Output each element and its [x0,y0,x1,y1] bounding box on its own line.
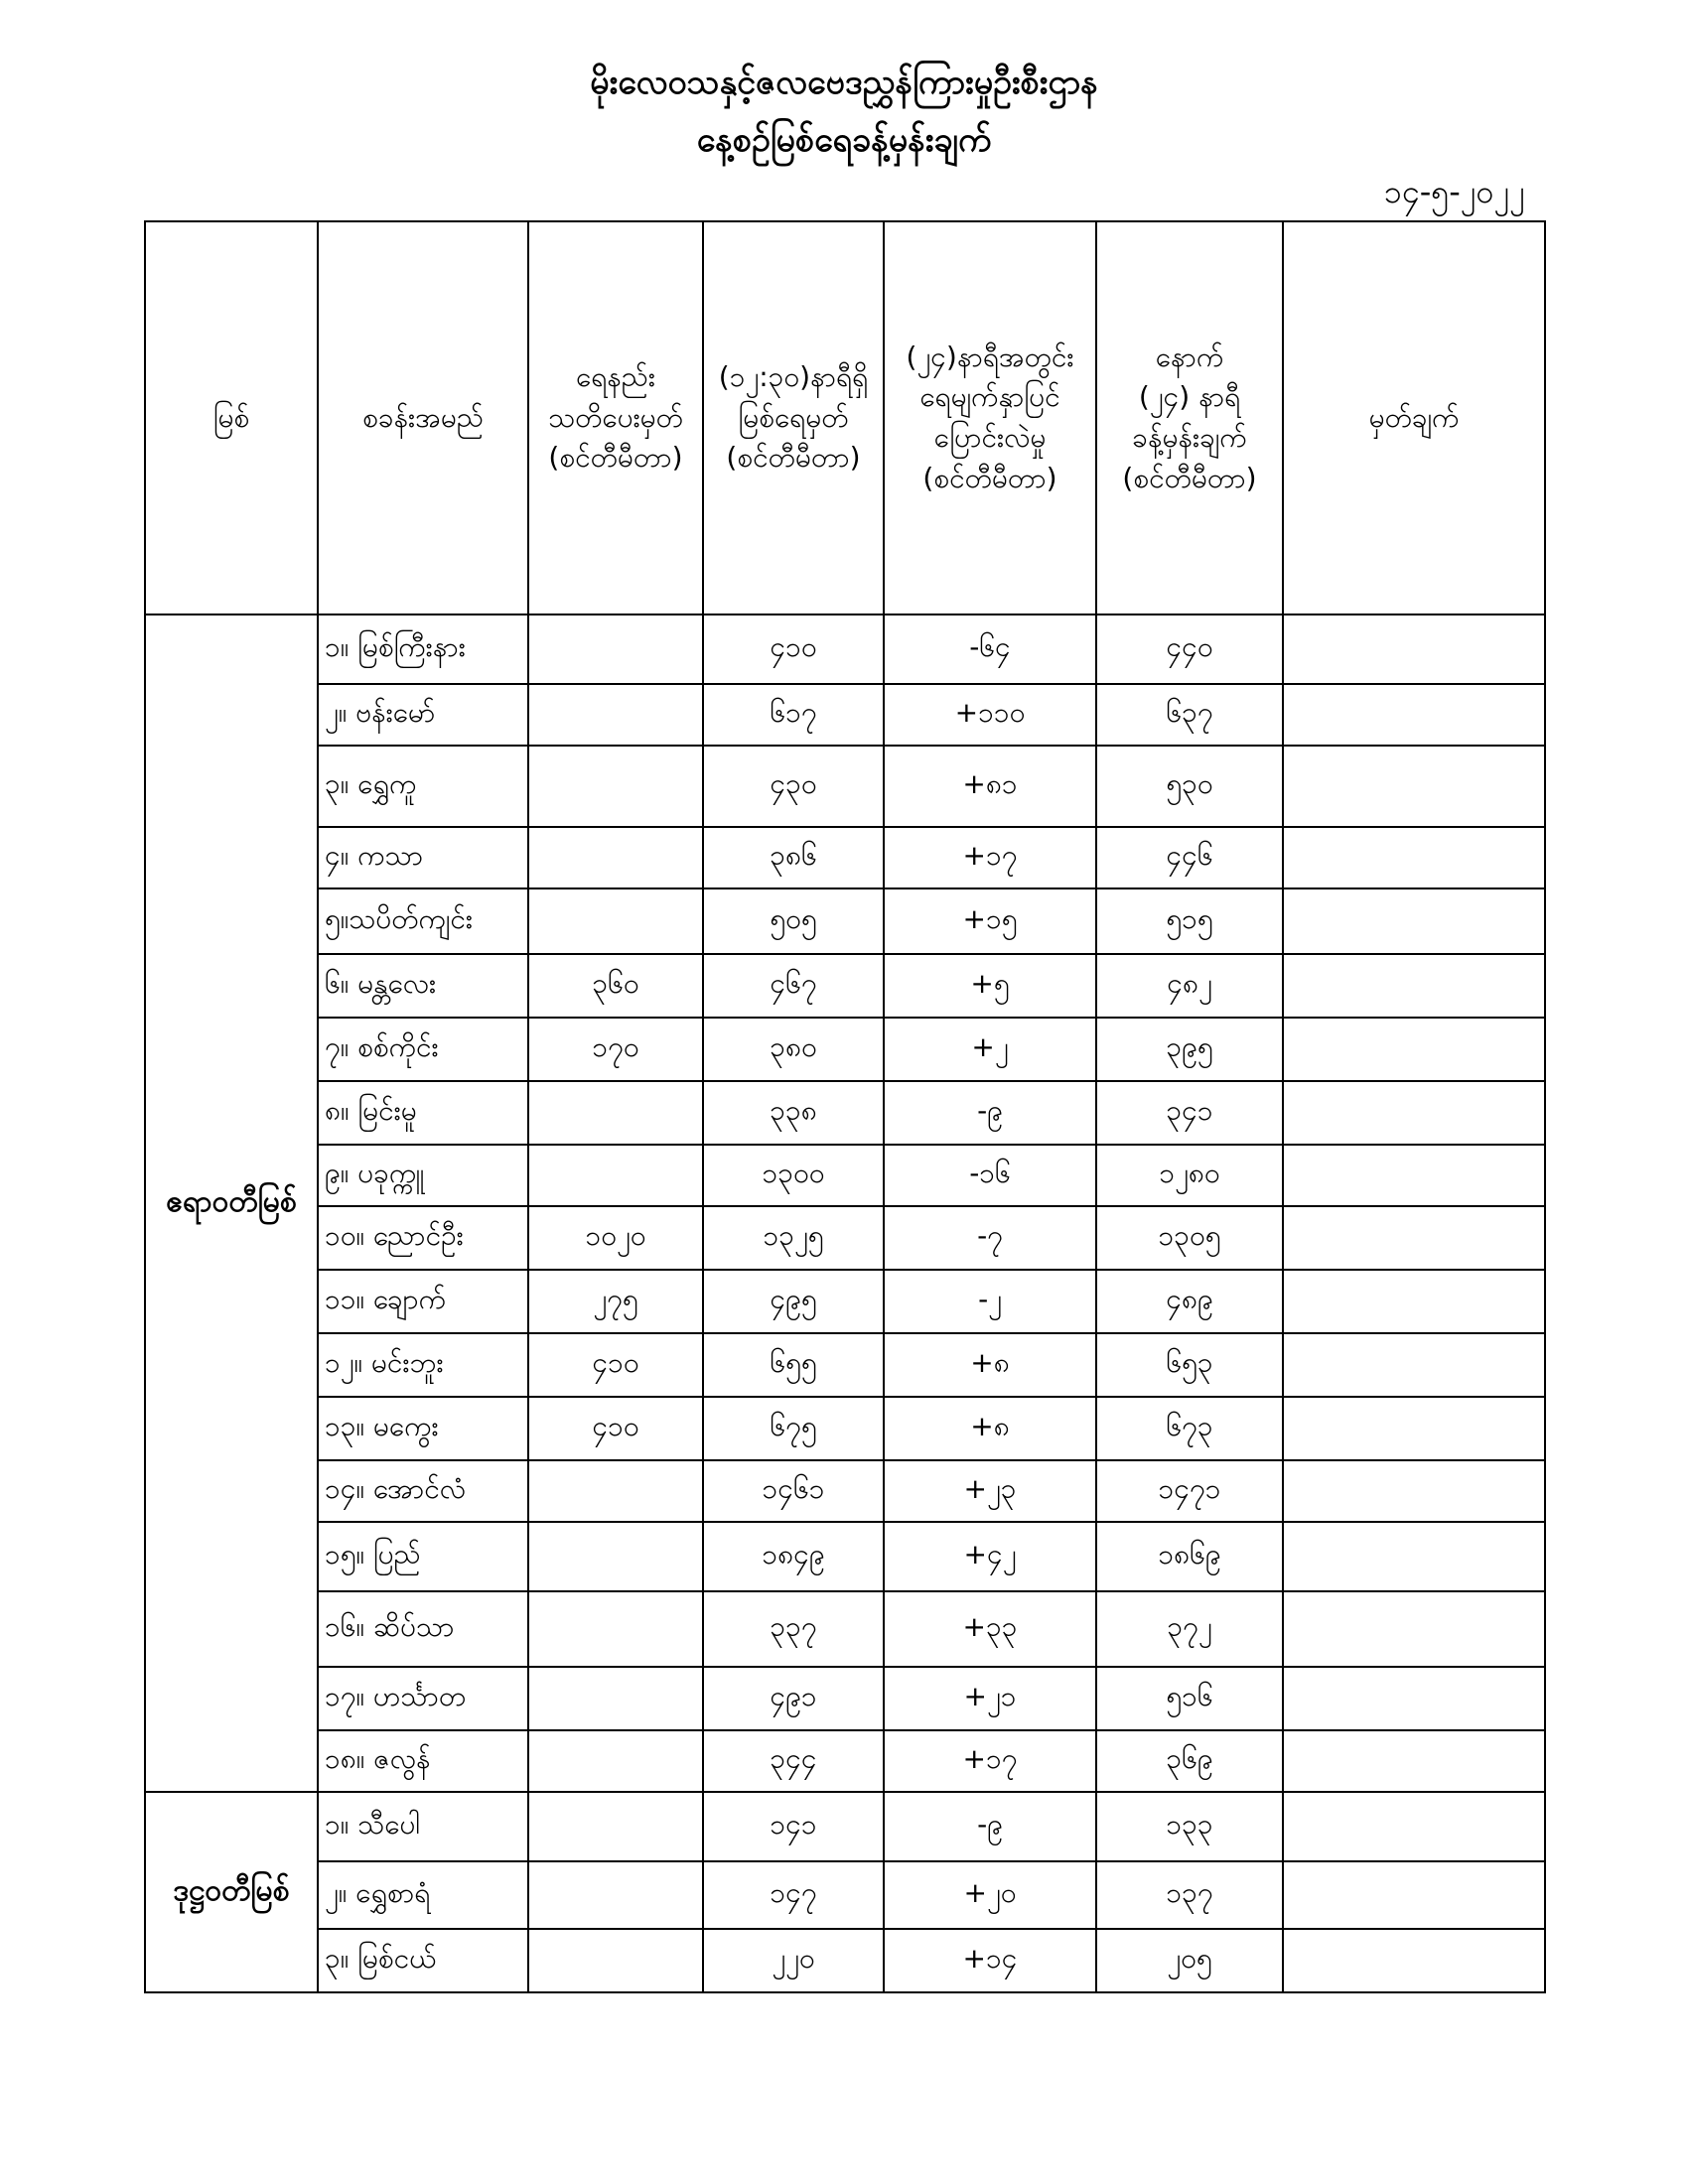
station-name: ၃။ ရွှေကူ [318,746,528,827]
header-line: (၂၄) နာရီ [1138,380,1241,414]
low-warning [528,1929,703,1992]
forecast-24h: ၅၁၅ [1096,888,1283,954]
header-change-24h [884,221,1096,614]
station-name: ၁၄။ အောင်လံ [318,1460,528,1522]
station-name: ၁။ သီပေါ [318,1792,528,1861]
current-level: ၃၄၄ [703,1730,884,1792]
table-row [145,1397,1545,1460]
forecast-24h: ၄၈၉ [1096,1270,1283,1333]
report-date: ၁၄-၅-၂၀၂၂ [1383,173,1525,210]
low-warning [528,746,703,827]
station-name: ၁၂။ မင်းဘူး [318,1333,528,1397]
current-level: ၁၄၁ [703,1792,884,1861]
table-row [145,954,1545,1018]
forecast-24h: ၆၇၃ [1096,1397,1283,1460]
forecast-title: နေ့စဉ်မြစ်ရေခန့်မှန်းချက် [696,120,992,160]
forecast-24h: ၅၃၀ [1096,746,1283,827]
forecast-24h: ၁၃၀၅ [1096,1206,1283,1270]
remark [1283,1861,1545,1929]
table-row [145,1861,1545,1929]
current-level: ၁၄၇ [703,1861,884,1929]
forecast-24h: ၃၆၉ [1096,1730,1283,1792]
current-level: ၄၆၇ [703,954,884,1018]
table-row [145,827,1545,888]
station-name: ၁၃။ မကွေး [318,1397,528,1460]
station-name: ၆။ မန္တလေး [318,954,528,1018]
change-24h: +၄၂ [884,1522,1096,1591]
current-level: ၆၅၅ [703,1333,884,1397]
remark [1283,827,1545,888]
current-level: ၄၉၅ [703,1270,884,1333]
table-row [145,1730,1545,1792]
header-line: (စင်တီမီတာ) [1122,461,1257,494]
table-body [145,614,1545,1992]
current-level: ၁၃၂၅ [703,1206,884,1270]
current-level: ၁၈၄၉ [703,1522,884,1591]
station-name: ၁၇။ ဟင်္သာတ [318,1667,528,1730]
forecast-24h: ၃၄၁ [1096,1081,1283,1145]
change-24h: +၈၁ [884,746,1096,827]
current-level: ၃၃၇ [703,1591,884,1667]
station-name: ၃။ မြစ်ငယ် [318,1929,528,1992]
low-warning [528,1730,703,1792]
remark [1283,1397,1545,1460]
header-line: (စင်တီမီတာ) [726,441,861,475]
header-line: သတိပေးမှတ် [548,400,683,434]
river-forecast-table [144,220,1546,1993]
forecast-24h: ၄၄၀ [1096,614,1283,684]
station-name: ၂။ ရွှေစာရံ [318,1861,528,1929]
remark [1283,888,1545,954]
table-row [145,614,1545,684]
forecast-24h: ၆၃၇ [1096,684,1283,746]
change-24h: +၂၁ [884,1667,1096,1730]
river-name: ဧရာဝတီမြစ် [145,614,318,1792]
forecast-24h: ၅၁၆ [1096,1667,1283,1730]
forecast-24h: ၄၄၆ [1096,827,1283,888]
remark [1283,1145,1545,1206]
table-row [145,1792,1545,1861]
low-warning [528,614,703,684]
header-line: ပြောင်းလဲမှု [933,421,1047,454]
station-name: ၁။ မြစ်ကြီးနား [318,614,528,684]
low-warning [528,1081,703,1145]
change-24h: +၁၁၀ [884,684,1096,746]
current-level: ၂၂၀ [703,1929,884,1992]
low-warning [528,1522,703,1591]
change-24h: -၂ [884,1270,1096,1333]
current-level: ၁၄၆၁ [703,1460,884,1522]
table-row [145,1206,1545,1270]
header-remark [1283,221,1545,614]
station-name: ၇။ စစ်ကိုင်း [318,1018,528,1081]
station-name: ၁၀။ ညောင်ဦး [318,1206,528,1270]
low-warning: ၃၆၀ [528,954,703,1018]
low-warning [528,1460,703,1522]
remark [1283,1460,1545,1522]
remark [1283,954,1545,1018]
low-warning [528,1145,703,1206]
current-level: ၅၀၅ [703,888,884,954]
station-name: ၅။သပိတ်ကျင်း [318,888,528,954]
forecast-24h: ၁၂၈၀ [1096,1145,1283,1206]
remark [1283,684,1545,746]
remark [1283,1018,1545,1081]
change-24h: +၁၇ [884,1730,1096,1792]
header-line: နောက် [1155,340,1224,373]
forecast-24h: ၁၈၆၉ [1096,1522,1283,1591]
forecast-24h: ၃၉၅ [1096,1018,1283,1081]
change-24h: -၉ [884,1792,1096,1861]
forecast-24h: ၁၄၇၁ [1096,1460,1283,1522]
change-24h: -၆၄ [884,614,1096,684]
header-line: စခန်းအမည် [362,400,484,434]
table-row [145,684,1545,746]
current-level: ၆၇၅ [703,1397,884,1460]
header-line: (၂၄)နာရီအတွင်း [906,340,1074,373]
header-river [145,221,318,614]
change-24h: -၉ [884,1081,1096,1145]
remark [1283,1270,1545,1333]
remark [1283,1730,1545,1792]
remark [1283,1929,1545,1992]
table-row [145,1460,1545,1522]
current-level: ၃၈၀ [703,1018,884,1081]
change-24h: +၁၄ [884,1929,1096,1992]
low-warning: ၁၀၂၀ [528,1206,703,1270]
station-name: ၉။ ပခုက္ကူ [318,1145,528,1206]
change-24h: +၂ [884,1018,1096,1081]
station-name: ၄။ ကသာ [318,827,528,888]
station-name: ၁၈။ ဇလွန် [318,1730,528,1792]
remark [1283,1792,1545,1861]
header-low-warning [528,221,703,614]
station-name: ၁၅။ ပြည် [318,1522,528,1591]
forecast-24h: ၃၇၂ [1096,1591,1283,1667]
current-level: ၄၃၀ [703,746,884,827]
low-warning: ၂၇၅ [528,1270,703,1333]
table-row [145,1591,1545,1667]
header-current-level [703,221,884,614]
header-line: မြစ် [212,400,250,434]
department-title: မိုးလေဝသနှင့်ဇလဗေဒညွှန်ကြားမှုဦးစီးဌာန [590,63,1098,102]
river-name: ဒုဋ္ဌဝတီမြစ် [145,1792,318,1992]
remark [1283,1333,1545,1397]
header-line: ခန့်မှန်းချက် [1132,421,1247,454]
low-warning [528,827,703,888]
table-row [145,1145,1545,1206]
change-24h: +၃၃ [884,1591,1096,1667]
change-24h: +၂၀ [884,1861,1096,1929]
current-level: ၃၈၆ [703,827,884,888]
table-row [145,1018,1545,1081]
remark [1283,746,1545,827]
table-row [145,1333,1545,1397]
change-24h: +၂၃ [884,1460,1096,1522]
header-line: မှတ်ချက် [1368,400,1460,434]
header-forecast-24h [1096,221,1283,614]
header-line: (စင်တီမီတာ) [548,441,683,475]
header-line: ရေမျက်နှာပြင် [919,380,1060,414]
station-name: ၂။ ဗန်းမော် [318,684,528,746]
current-level: ၄၁၀ [703,614,884,684]
low-warning: ၄၁၀ [528,1333,703,1397]
low-warning [528,1591,703,1667]
low-warning: ၄၁၀ [528,1397,703,1460]
table-row [145,1081,1545,1145]
station-name: ၁၁။ ချောက် [318,1270,528,1333]
change-24h: +၈ [884,1333,1096,1397]
remark [1283,1206,1545,1270]
station-name: ၁၆။ ဆိပ်သာ [318,1591,528,1667]
forecast-24h: ၁၃၇ [1096,1861,1283,1929]
change-24h: +၁၅ [884,888,1096,954]
current-level: ၁၃၀၀ [703,1145,884,1206]
low-warning [528,1792,703,1861]
forecast-24h: ၄၈၂ [1096,954,1283,1018]
forecast-24h: ၂၀၅ [1096,1929,1283,1992]
remark [1283,1591,1545,1667]
remark [1283,1081,1545,1145]
current-level: ၃၃၈ [703,1081,884,1145]
table-row [145,1270,1545,1333]
header-line: မြစ်ရေမှတ် [738,400,849,434]
low-warning [528,1861,703,1929]
low-warning [528,1667,703,1730]
table-row [145,746,1545,827]
header-line: (၁၂:၃၀)နာရီရှိ [718,360,869,394]
current-level: ၄၉၁ [703,1667,884,1730]
header-station [318,221,528,614]
low-warning [528,684,703,746]
forecast-24h: ၁၃၃ [1096,1792,1283,1861]
remark [1283,1522,1545,1591]
change-24h: +၅ [884,954,1096,1018]
change-24h: -၇ [884,1206,1096,1270]
current-level: ၆၁၇ [703,684,884,746]
header-line: (စင်တီမီတာ) [922,461,1057,494]
table-row [145,1929,1545,1992]
table-row [145,1667,1545,1730]
table-header-row [145,221,1545,614]
table-row [145,1522,1545,1591]
low-warning [528,888,703,954]
low-warning: ၁၇၀ [528,1018,703,1081]
forecast-24h: ၆၅၃ [1096,1333,1283,1397]
station-name: ၈။ မြင်းမူ [318,1081,528,1145]
change-24h: +၁၇ [884,827,1096,888]
header-line: ရေနည်း [576,360,655,394]
table-row [145,888,1545,954]
change-24h: -၁၆ [884,1145,1096,1206]
change-24h: +၈ [884,1397,1096,1460]
remark [1283,614,1545,684]
remark [1283,1667,1545,1730]
